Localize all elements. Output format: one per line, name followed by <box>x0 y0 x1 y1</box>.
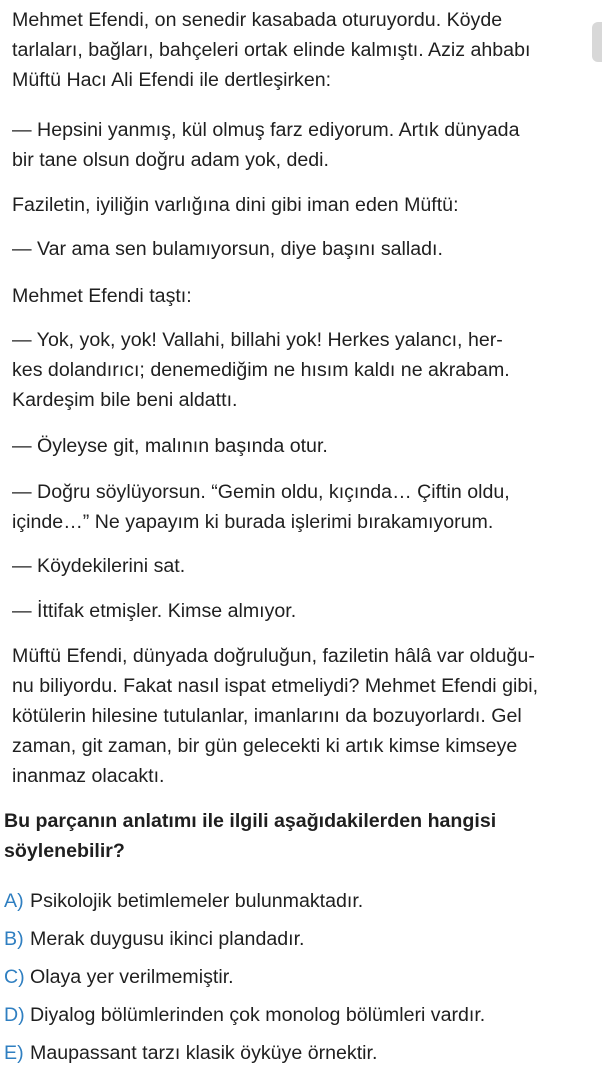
text-line: nu biliyordu. Fakat nasıl ispat etmeliydi? Mehmet Efendi gibi, <box>12 675 539 697</box>
paragraph-dialogue <box>12 431 328 461</box>
page-edge-decoration <box>592 22 602 62</box>
question-line: Bu parçanın anlatımı ile ilgili aşağıdakilerden hangisi <box>4 810 497 832</box>
paragraph-narration <box>12 190 459 220</box>
paragraph-dialogue <box>12 234 443 264</box>
option-c[interactable] <box>4 962 485 1000</box>
text-line: içinde…” Ne yapayım ki burada işlerimi bırakamıyorum. <box>12 511 494 533</box>
answer-options <box>4 886 485 1076</box>
option-letter: C) <box>4 966 25 988</box>
option-d[interactable] <box>4 1000 485 1038</box>
text-line: zaman, git zaman, bir gün gelecekti ki artık kimse kimseye <box>12 735 518 757</box>
option-letter: B) <box>4 928 24 950</box>
paragraph-closing <box>12 641 538 791</box>
option-text: Maupassant tarzı klasik öyküye örnektir. <box>30 1042 378 1064</box>
question-stem <box>4 806 600 866</box>
option-letter: E) <box>4 1042 24 1064</box>
text-line: — Doğru söylüyorsun. “Gemin oldu, kıçında… Çiftin oldu, <box>12 481 510 503</box>
paragraph-narration <box>12 281 192 311</box>
text-line: inanmaz olacaktı. <box>12 765 165 787</box>
text-line: — Öyleyse git, malının başında otur. <box>12 435 328 457</box>
text-line: Müftü Hacı Ali Efendi ile dertleşirken: <box>12 69 332 91</box>
paragraph-dialogue <box>12 551 185 581</box>
option-a[interactable] <box>4 886 485 924</box>
option-text: Olaya yer verilmemiştir. <box>30 966 234 988</box>
text-line: — İttifak etmişler. Kimse almıyor. <box>12 600 297 622</box>
paragraph-dialogue <box>12 596 296 626</box>
option-letter: A) <box>4 890 24 912</box>
text-line: — Hepsini yanmış, kül olmuş farz ediyorum. Artık dünyada <box>12 119 520 141</box>
text-line: Faziletin, iyiliğin varlığına dini gibi iman eden Müftü: <box>12 194 459 216</box>
option-text: Psikolojik betimlemeler bulunmaktadır. <box>30 890 364 912</box>
text-line: Mehmet Efendi, on senedir kasabada oturuyordu. Köyde <box>12 9 503 31</box>
text-line: Mehmet Efendi taştı: <box>12 285 192 307</box>
text-line: — Köydekilerini sat. <box>12 555 186 577</box>
option-b[interactable] <box>4 924 485 962</box>
text-line: tarlaları, bağları, bahçeleri ortak elinde kalmıştı. Aziz ahbabı <box>12 39 531 61</box>
text-line: kes dolandırıcı; denemediğim ne hısım kaldı ne akrabam. <box>12 359 510 381</box>
option-text: Merak duygusu ikinci plandadır. <box>30 928 305 950</box>
text-line: Kardeşim bile beni aldattı. <box>12 389 238 411</box>
paragraph-dialogue <box>12 325 510 415</box>
option-text: Diyalog bölümlerinden çok monolog bölümleri vardır. <box>30 1004 486 1026</box>
option-letter: D) <box>4 1004 25 1026</box>
paragraph-dialogue <box>12 477 510 537</box>
option-e[interactable] <box>4 1038 485 1076</box>
text-line: — Yok, yok, yok! Vallahi, billahi yok! Herkes yalancı, her- <box>12 329 503 351</box>
paragraph-dialogue <box>12 115 519 175</box>
text-line: bir tane olsun doğru adam yok, dedi. <box>12 149 329 171</box>
text-line: Müftü Efendi, dünyada doğruluğun, faziletin hâlâ var olduğu- <box>12 645 535 667</box>
text-line: kötülerin hilesine tutulanlar, imanlarını da bozuyorlardı. Gel <box>12 705 522 727</box>
paragraph-intro <box>12 5 530 95</box>
question-line: söylenebilir? <box>4 840 125 862</box>
text-line: — Var ama sen bulamıyorsun, diye başını salladı. <box>12 238 443 260</box>
